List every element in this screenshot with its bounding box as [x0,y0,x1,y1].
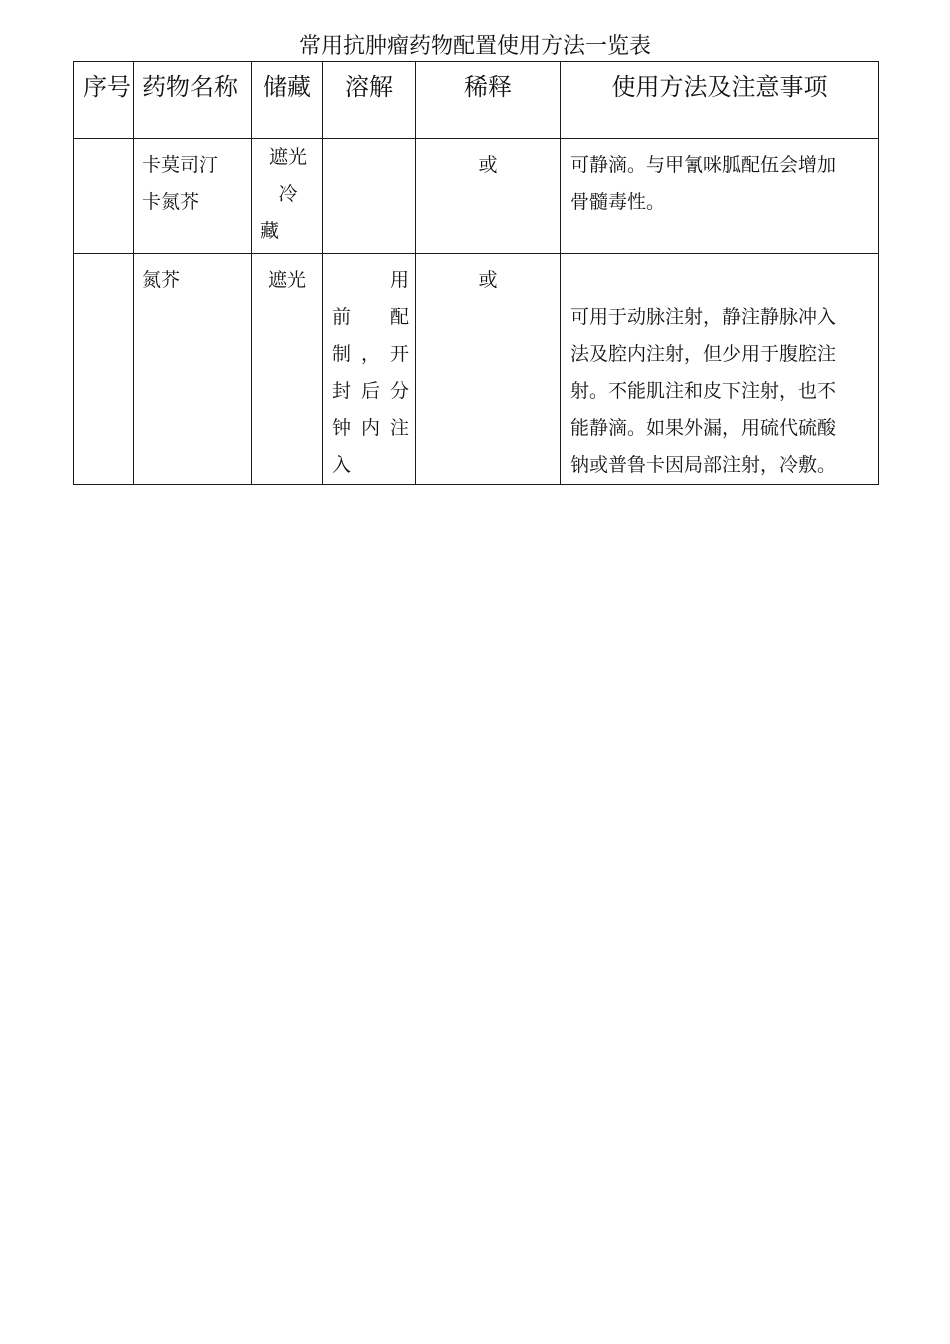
table-header-row [74,62,879,139]
storage-line: 冷 [278,183,298,205]
usage-line: 能静滴。如果外漏，用硫代硫酸 [570,417,837,439]
usage-cell [561,139,879,254]
dissolve-line: 封后分 [332,380,409,402]
usage-line: 钠或普鲁卡因局部注射，冷敷。 [570,454,837,476]
table-row [74,254,879,485]
page-title: 常用抗肿瘤药物配置使用方法一览表 [298,34,651,59]
usage-cell [561,254,879,485]
storage-line: 遮光 [268,146,307,168]
storage-cell [252,254,323,485]
usage-line: 法及腔内注射，但少用于腹腔注 [570,343,837,365]
header-usage: 使用方法及注意事项 [561,62,879,139]
dissolve-line: 前 配 [332,306,409,328]
dissolve-line: 钟内注 [332,417,409,439]
usage-line: 可静滴。与甲氰咪胍配伍会增加 [570,154,837,176]
drug-name-cell [134,254,252,485]
storage-cell [252,139,323,254]
usage-line: 射。不能肌注和皮下注射，也不 [570,380,837,402]
usage-line: 可用于动脉注射，静注静脉冲入 [570,306,837,328]
row-seq-cell [74,139,134,254]
header-dissolve: 溶解 [323,62,416,139]
dissolve-cell [323,139,416,254]
dissolve-line: 用 [389,269,409,291]
dilute-cell: 或 [416,139,561,254]
table-row [74,139,879,254]
usage-line: 骨髓毒性。 [570,191,666,213]
dissolve-cell [323,254,416,485]
dissolve-line: 制，开 [332,343,409,365]
drug-name-line: 卡氮芥 [142,191,200,213]
storage-line: 遮光 [267,269,306,291]
drug-name-line: 氮芥 [142,269,181,291]
storage-line: 藏 [260,220,280,242]
drug-name-line: 卡莫司汀 [142,154,219,176]
header-storage: 储藏 [252,62,323,139]
drug-usage-table [73,61,879,485]
drug-name-cell [134,139,252,254]
header-dilute: 稀释 [416,62,561,139]
header-drug-name: 药物名称 [134,62,252,139]
dilute-cell: 或 [416,254,561,485]
header-seq: 序号 [74,62,134,139]
dissolve-line: 入 [332,454,352,476]
row-seq-cell [74,254,134,485]
